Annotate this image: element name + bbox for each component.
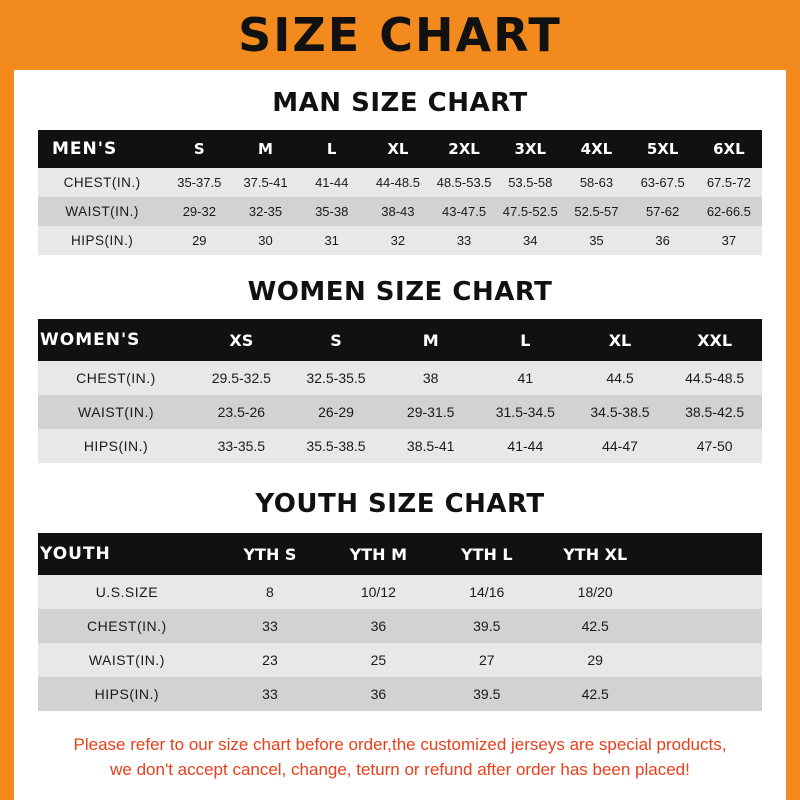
cell: 38	[383, 361, 478, 395]
cell: 38.5-42.5	[667, 395, 762, 429]
cell: 35	[563, 226, 629, 255]
women-table-body	[38, 361, 762, 463]
cell: 36	[324, 677, 432, 711]
row-label: HIPS(IN.)	[38, 677, 216, 711]
table-header-row	[38, 319, 762, 361]
table-row	[38, 643, 762, 677]
cell: 34	[497, 226, 563, 255]
man-size-table	[38, 130, 762, 255]
cell: 41-44	[299, 168, 365, 197]
youth-section-title: YOUTH SIZE CHART	[255, 489, 545, 519]
cell: 33	[216, 677, 324, 711]
cell: 25	[324, 643, 432, 677]
cell: 41-44	[478, 429, 573, 463]
man-header-3xl: 3XL	[497, 130, 563, 168]
cell: 18/20	[541, 575, 649, 609]
cell: 23	[216, 643, 324, 677]
cell: 8	[216, 575, 324, 609]
man-table-body	[38, 168, 762, 255]
cell: 10/12	[324, 575, 432, 609]
cell: 33	[216, 609, 324, 643]
cell: 37.5-41	[232, 168, 298, 197]
youth-size-table	[38, 533, 762, 711]
cell: 39.5	[433, 677, 541, 711]
man-header-l: L	[299, 130, 365, 168]
table-row	[38, 361, 762, 395]
cell: 30	[232, 226, 298, 255]
youth-header-s: YTH S	[216, 533, 324, 575]
table-row	[38, 575, 762, 609]
women-header-l: L	[478, 319, 573, 361]
cell: 31	[299, 226, 365, 255]
cell: 34.5-38.5	[573, 395, 668, 429]
cell: 38.5-41	[383, 429, 478, 463]
table-header-row	[38, 533, 762, 575]
footer-note-line1: Please refer to our size chart before order,the customized jerseys are special products,	[73, 735, 727, 754]
women-header-m: M	[383, 319, 478, 361]
youth-header-label: YOUTH	[38, 533, 216, 575]
cell: 39.5	[433, 609, 541, 643]
cell: 35.5-38.5	[289, 429, 384, 463]
man-header-6xl: 6XL	[696, 130, 762, 168]
table-row	[38, 609, 762, 643]
cell: 36	[630, 226, 696, 255]
cell: 23.5-26	[194, 395, 289, 429]
cell: 44.5	[573, 361, 668, 395]
cell: 52.5-57	[563, 197, 629, 226]
cell: 44-47	[573, 429, 668, 463]
youth-header-l: YTH L	[433, 533, 541, 575]
women-section-title: WOMEN SIZE CHART	[247, 277, 553, 307]
cell: 62-66.5	[696, 197, 762, 226]
cell: 29.5-32.5	[194, 361, 289, 395]
row-label: HIPS(IN.)	[38, 226, 166, 255]
cell-empty	[649, 575, 762, 609]
table-row	[38, 677, 762, 711]
row-label: WAIST(IN.)	[38, 197, 166, 226]
cell: 38-43	[365, 197, 431, 226]
table-row	[38, 168, 762, 197]
banner	[0, 0, 800, 70]
man-header-label: MEN'S	[38, 130, 166, 168]
women-header-xl: XL	[573, 319, 668, 361]
row-label: WAIST(IN.)	[38, 643, 216, 677]
table-row	[38, 197, 762, 226]
page-title: SIZE CHART	[238, 8, 562, 62]
table-row	[38, 429, 762, 463]
youth-header-spacer	[649, 533, 762, 575]
cell: 42.5	[541, 677, 649, 711]
women-header-label: WOMEN'S	[38, 319, 194, 361]
man-header-s: S	[166, 130, 232, 168]
cell: 47.5-52.5	[497, 197, 563, 226]
man-header-2xl: 2XL	[431, 130, 497, 168]
row-label: U.S.SIZE	[38, 575, 216, 609]
cell: 35-37.5	[166, 168, 232, 197]
man-header-5xl: 5XL	[630, 130, 696, 168]
table-header-row	[38, 130, 762, 168]
row-label: CHEST(IN.)	[38, 609, 216, 643]
cell: 29-32	[166, 197, 232, 226]
cell: 32.5-35.5	[289, 361, 384, 395]
cell-empty	[649, 643, 762, 677]
cell: 29-31.5	[383, 395, 478, 429]
row-label: CHEST(IN.)	[38, 361, 194, 395]
cell: 36	[324, 609, 432, 643]
cell: 37	[696, 226, 762, 255]
cell: 63-67.5	[630, 168, 696, 197]
cell: 42.5	[541, 609, 649, 643]
table-row	[38, 226, 762, 255]
cell: 33-35.5	[194, 429, 289, 463]
cell: 29	[166, 226, 232, 255]
cell: 48.5-53.5	[431, 168, 497, 197]
cell: 29	[541, 643, 649, 677]
cell: 35-38	[299, 197, 365, 226]
table-row	[38, 395, 762, 429]
row-label: WAIST(IN.)	[38, 395, 194, 429]
cell: 26-29	[289, 395, 384, 429]
footer-note-line2: we don't accept cancel, change, teturn or refund after order has been placed!	[110, 759, 690, 779]
cell-empty	[649, 677, 762, 711]
cell: 32-35	[232, 197, 298, 226]
cell: 47-50	[667, 429, 762, 463]
man-header-xl: XL	[365, 130, 431, 168]
cell: 33	[431, 226, 497, 255]
cell-empty	[649, 609, 762, 643]
cell: 31.5-34.5	[478, 395, 573, 429]
man-header-m: M	[232, 130, 298, 168]
cell: 58-63	[563, 168, 629, 197]
cell: 44-48.5	[365, 168, 431, 197]
cell: 32	[365, 226, 431, 255]
youth-table-body	[38, 575, 762, 711]
content	[14, 88, 786, 782]
women-header-s: S	[289, 319, 384, 361]
youth-header-m: YTH M	[324, 533, 432, 575]
women-size-table	[38, 319, 762, 463]
cell: 41	[478, 361, 573, 395]
women-header-xxl: XXL	[667, 319, 762, 361]
cell: 53.5-58	[497, 168, 563, 197]
row-label: CHEST(IN.)	[38, 168, 166, 197]
cell: 57-62	[630, 197, 696, 226]
cell: 43-47.5	[431, 197, 497, 226]
youth-table-header	[38, 533, 762, 575]
footer-note	[38, 733, 762, 782]
man-header-4xl: 4XL	[563, 130, 629, 168]
man-section-title: MAN SIZE CHART	[272, 88, 528, 118]
cell: 14/16	[433, 575, 541, 609]
youth-header-xl: YTH XL	[541, 533, 649, 575]
man-table-header	[38, 130, 762, 168]
cell: 44.5-48.5	[667, 361, 762, 395]
women-header-xs: XS	[194, 319, 289, 361]
row-label: HIPS(IN.)	[38, 429, 194, 463]
women-table-header	[38, 319, 762, 361]
cell: 27	[433, 643, 541, 677]
cell: 67.5-72	[696, 168, 762, 197]
